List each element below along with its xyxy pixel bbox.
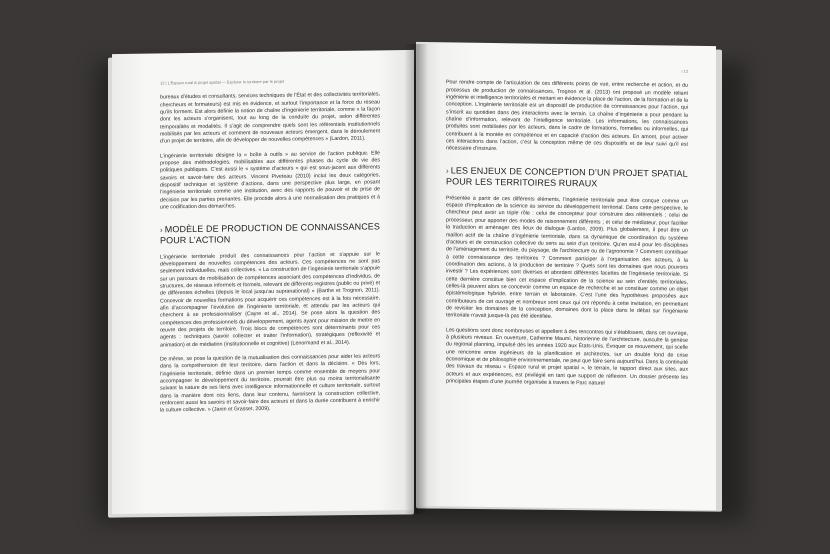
left-heading-text: MODÈLE DE PRODUCTION DE CONNAISSANCES POUR L’ACTION — [160, 220, 380, 245]
right-paragraph-1: Pour rendre compte de l’articulation de ces différents points de vue, entre recherche et action, et du processus de production de connaissances, Trognon et al. (2013) ont proposé un modèle reliant ingénierie et intelligence territoriales et mettant en évidence la place de l’action, de la formation et de la conception. L’ingénierie territoriale est un dispositif de production de connaissances pour l’action, qui s’inscrit au quotidien dans des interactions avec le terrain. La chaîne d’ingénierie a pour pendant la chaîne d’information, relevant de l’intelligence territoriale. Les informations, les connaissances produites sont mobilisées par les acteurs, dans le cadre de formations, formelles ou informelles, qui contribuent à la montée en compétence et en capacité d’action des acteurs. En amont, pour activer ces interactions dans l’action, c’est la conception même de ces dispositifs et de leur suivi qu’il est nécessaire d’instruire. — [446, 79, 688, 153]
left-page — [112, 50, 414, 514]
right-paragraph-3: Les questions sont donc nombreuses et appellent à des rencontres qui s’établissent, dans cet ouvrage, à plusieurs niveaux. En ouverture, Catherine Maumi, historienne de l’architecture, ausculte la genèse du regional planning, impulsé dès les années 1920 aux États-Unis. Évoquer ce mouvement, qui scelle une rencontre entre ingénieurs de la planification et architectes, sur un double fond de crise économique et de philosophie environnementale, ne peut que faire sens aujourd’hui. Dans la continuité des travaux du réseau « Espace rural et projet spatial », le terrain, le rapport direct aux sites, aux acteurs et aux expériences, est privilégié en tant que support de réflexion. Un dossier présente les principales étapes d’une journée organisée à travers le Parc naturel — [446, 326, 688, 387]
left-paragraph-4: De même, se pose la question de la mutualisation des connaissances pour aider les acteurs dans la compréhension de leur territoire, dans l’action et dans la décision. « Dès lors, l’ingénierie territoriale, définie dans un premier temps comme ensemble de moyens pour accompagner le développement du territoire, pourrait être plus ou moins territorialisante suivant la nature de ses liens avec intelligence informationnelle et culture territoriale, surtout dans la manière dont ces liens, dans leur contenu, favorisent la construction collective, renforcent aussi les savoirs et savoir-faire des acteurs et dans la durée contribuent à enrichir la culture collective. » (Janin et Grasset, 2009). — [160, 353, 380, 414]
chevron-right-icon: › — [446, 166, 449, 176]
right-paragraph-2: Présentée à partir de ces différents éléments, l’ingénierie territoriale peut être conçue comme un espace d’implication de la science au service du développement territorial. Dans cette perspective, le chercheur peut avoir un triple rôle : celui de concepteur pour construire des référentiels ; celui de processeur, pour apporter des modes de raisonnement différents ; et celui de médiateur, pour faciliter la traduction et aménager des lieux de dialogue (Lardon, 2009). Plus globalement, il peut être un maillon actif de la chaîne d’ingénierie territoriale, dans sa dynamique de coordination du système d’acteurs et de construction collective du sens au sein d’un territoire. Qu’en est-il pour les disciplines de l’aménagement du territoire, du paysage, de l’architecture ou de l’agronomie ? Comment contribuer à cette connaissance des territoires ? Comment participer à l’organisation des acteurs, à la coordination des actions, à la production de territoire ? Quels sont les domaines que nous pouvons investir ? Les expériences sont diverses et abordent différentes facettes de l’ingénierie territoriale. Si cette dernière constitue bien cet espace d’implication de la science au sein d’entités territoriales, celles-là peuvent alors se concevoir comme un espace de recherche et se constituer comme un objet épistémologique hybride, entre terrain et laboratoire. C’est l’une des hypothèses proposées aux contributeurs de cet ouvrage et nombreux sont ceux qui ont répondu à cette invitation, en permettant de revisiter les domaines de la conception, domaines dont la place dans le débat sur l’ingénierie territoriale n’avait jusque-là pas été identifiée. — [446, 195, 688, 321]
left-running-head: 12 | L’Espace rural & projet spatial — Explorer le territoire par le projet — [160, 78, 284, 86]
left-paragraph-2: L’ingénierie territoriale désigne la « boîte à outils » au service de l’action publique. Elle propose des méthodologies, mobilisables aux différentes phases du cycle de vie des politiques publiques. C’est aussi le « système d’acteurs » qui est sous-jacent aux différents savoirs et savoir-faire des acteurs. Vincent Piveteau (2010) inclut les deux catégories, dispositif technique et système d’actions, dans une perspective plus large, en posant l’ingénierie territoriale comme une institution, avec des rapports de pouvoir et de prise de décision par les parties prenantes. Elle procède alors à une normalisation des pratiques et à une codification des démarches. — [160, 150, 380, 211]
chevron-right-icon: › — [160, 224, 163, 234]
right-heading-text: LES ENJEUX DE CONCEPTION D’UN PROJET SPATIAL POUR LES TERRITOIRES RURAUX — [446, 165, 688, 189]
book-gutter — [404, 44, 428, 514]
right-running-head: / 13 — [681, 68, 688, 74]
right-page — [416, 42, 716, 510]
left-section-heading — [160, 221, 380, 246]
right-section-heading — [446, 165, 688, 190]
left-paragraph-1: bureaux d’études et consultants, services techniques de l’État et des collectivités territoriales, chercheurs et formateurs) est mis en évidence, et surtout l’importance et la force du réseau qu’ils forment. Est alors définie la notion de chaîne d’ingénierie territoriale, comme « la façon dont les acteurs s’organisent, tout au long de la conduite du projet, selon différentes temporalités et modalités. Il s’agit de comprendre quels sont les référentiels institutionnels mobilisés par les acteurs et comment de nouveaux acteurs émergent, dans le déroulement d’un projet de territoire, afin de développer de nouvelles compétences » (Lardon, 2011). — [160, 91, 380, 145]
left-paragraph-3: L’ingénierie territoriale produit des connaissances pour l’action et s’appuie sur le développement de nouvelles compétences des acteurs. Ces compétences ne sont pas seulement individuelles, mais collectives. « La construction de l’ingénierie territoriale s’appuie sur un parcours de mobilisation de compétences associant des compétences d’individus, de structures, de réseaux informels et formels, relevant de différents registres (public ou privé) et de différentes échelles (depuis le local jusqu’au supranational) » (Barthe et Trognon, 2011). Concevoir de nouvelles formations pour acquérir ces compétences est à la fois nécessaire, afin d’accompagner l’évolution de l’ingénierie territoriale, et attendu par les acteurs qui cherchent à se professionnaliser (Cayre et al., 2014). Se pose alors la question des compétences des professionnels du développement, agents ayant pour mission de mettre en œuvre des projets de territoire. Trois blocs de compétences sont déterminants pour ces agents : techniques (savoir collecter et traiter l’information), stratégiques (réflexivité et animation) et de médiation (institutionnelle et cognitive) (Lenormand et al., 2014). — [160, 250, 380, 349]
